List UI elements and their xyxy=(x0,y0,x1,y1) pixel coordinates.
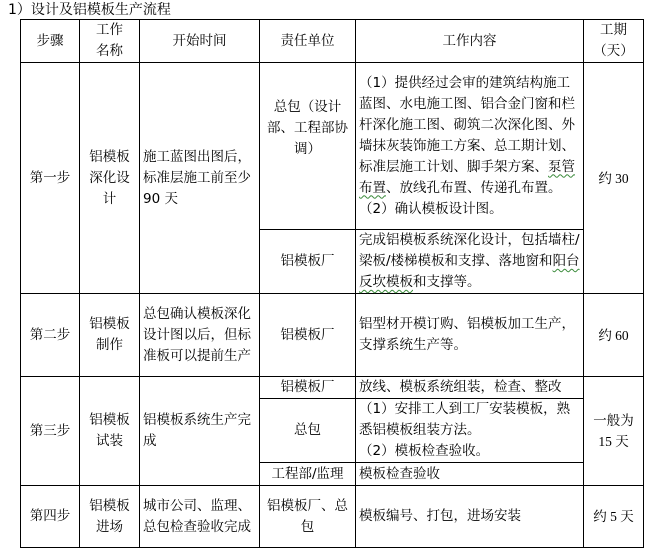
unit-cell: 总包（设计部、工程部协调） xyxy=(260,63,356,230)
work-name-cell: 铝模板深化设计 xyxy=(80,63,140,294)
unit-cell: 铝模板厂 xyxy=(260,294,356,377)
start-time-cell: 铝模板系统生产完成 xyxy=(140,377,260,486)
work-name-cell: 铝模板制作 xyxy=(80,294,140,377)
start-time-cell: 施工蓝图出图后，标准层施工前至少 90 天 xyxy=(140,63,260,294)
content-cell: 模板编号、打包，进场安装 xyxy=(356,486,584,548)
section-title: 1）设计及铝模板生产流程 xyxy=(8,2,171,18)
unit-cell: 铝模板厂 xyxy=(260,230,356,294)
content-cell: 完成铝模板系统深化设计，包括墙柱/梁板/楼梯模板和支撑、落地窗和阳台反坎模板和支撑等。 xyxy=(356,230,584,294)
table-row xyxy=(21,63,644,230)
work-name-cell: 铝模板进场 xyxy=(80,486,140,548)
header-step: 步骤 xyxy=(21,20,80,63)
period-cell: 约 60 xyxy=(584,294,644,377)
step-cell: 第四步 xyxy=(21,486,80,548)
step-cell: 第三步 xyxy=(21,377,80,486)
step-cell: 第一步 xyxy=(21,63,80,294)
process-table xyxy=(20,19,644,548)
content-cell: （1）安排工人到工厂安装模板，熟悉铝模板组装方法。 （2）模板检查验收。 xyxy=(356,399,584,463)
unit-cell: 铝模板厂、总包 xyxy=(260,486,356,548)
header-name: 工作 名称 xyxy=(80,20,140,63)
work-name-cell: 铝模板试装 xyxy=(80,377,140,486)
step-cell: 第二步 xyxy=(21,294,80,377)
table-row xyxy=(21,377,644,399)
period-cell: 约 30 xyxy=(584,63,644,294)
header-period: 工期 （天） xyxy=(584,20,644,63)
unit-cell: 总包 xyxy=(260,399,356,463)
header-content: 工作内容 xyxy=(356,20,584,63)
unit-cell: 铝模板厂 xyxy=(260,377,356,399)
period-cell: 约 5 天 xyxy=(584,486,644,548)
start-time-cell: 城市公司、监理、总包检查验收完成 xyxy=(140,486,260,548)
content-cell: 铝型材开模订购、铝模板加工生产，支撑系统生产等。 xyxy=(356,294,584,377)
header-unit: 责任单位 xyxy=(260,20,356,63)
content-cell: 放线、模板系统组装，检查、整改 xyxy=(356,377,584,399)
content-cell: （1）提供经过会审的建筑结构施工蓝图、水电施工图、铝合金门窗和栏杆深化施工图、砌筑二次深化图、外墙抹灰装饰施工方案、总工期计划、标准层施工计划、脚手架方案、泵管布置、放线孔布置、传递孔布置。 （2）确认模板设计图。 xyxy=(356,63,584,230)
content-cell: 模板检查验收 xyxy=(356,463,584,486)
table-row xyxy=(21,486,644,548)
unit-cell: 工程部/监理 xyxy=(260,463,356,486)
header-row xyxy=(21,20,644,63)
start-time-cell: 总包确认模板深化设计图以后，但标准板可以提前生产 xyxy=(140,294,260,377)
period-cell: 一般为 15 天 xyxy=(584,377,644,486)
header-start: 开始时间 xyxy=(140,20,260,63)
table-row xyxy=(21,294,644,377)
